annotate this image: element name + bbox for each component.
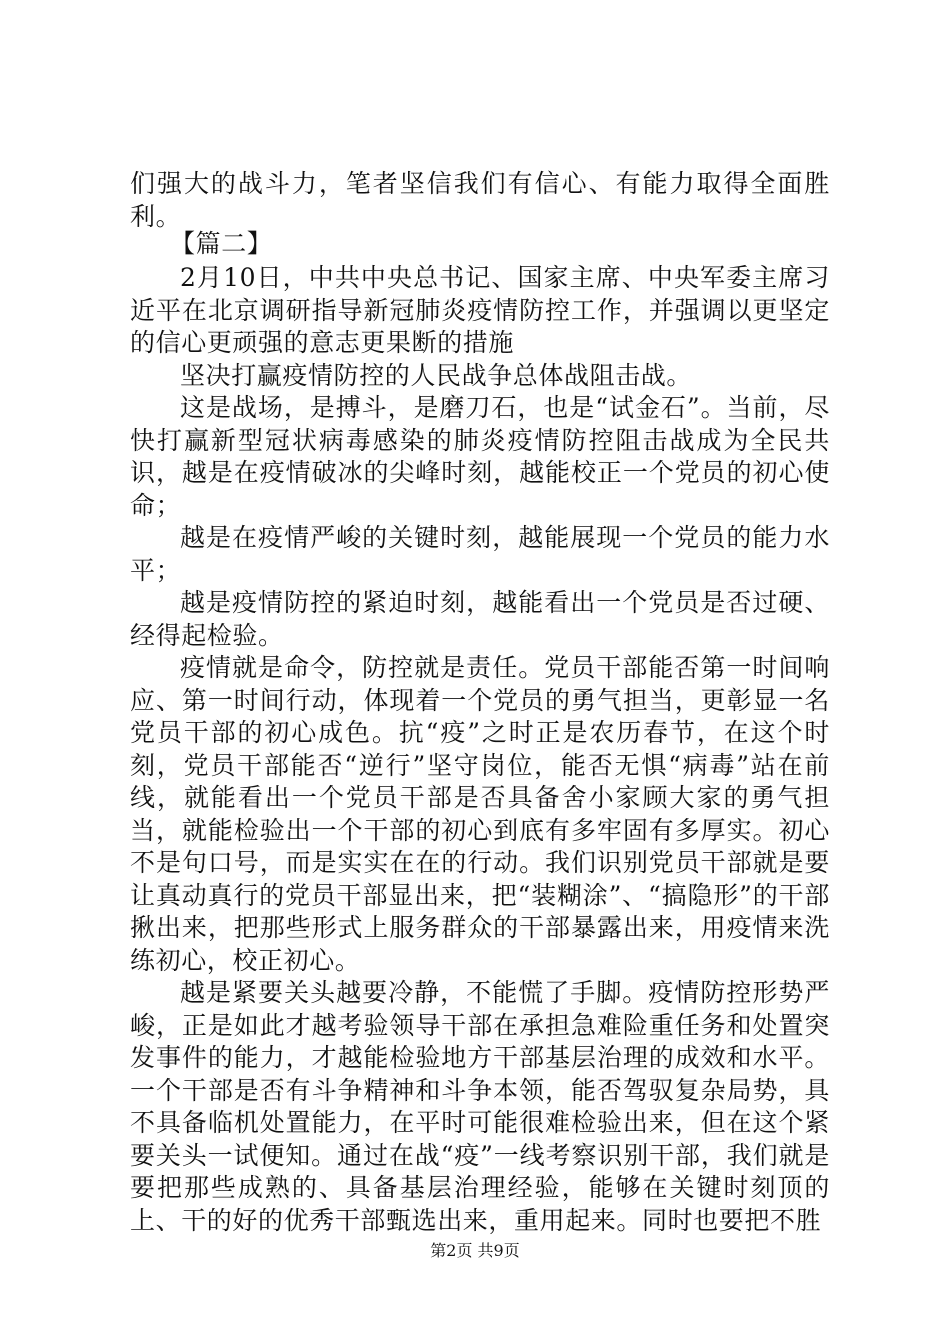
- body-paragraph: 越是紧要关头越要冷静，不能慌了手脚。疫情防控形势严峻，正是如此才越考验领导干部在承担急难险重任务和处置突发事件的能力，才越能检验地方干部基层治理的成效和水平。一个干部是否有斗争精神和斗争本领，能否驾驭复杂局势，具不具备临机处置能力，在平时可能很难检验出来，但在这个紧要关头一试便知。通过在战“疫”一线考察识别干部，我们就是要把那些成熟的、具备基层治理经验，能够在关键时刻顶的上、干的好的优秀干部甄选出来，重用起来。同时也要把不胜: [130, 978, 830, 1235]
- section-heading: 【篇二】: [170, 229, 273, 258]
- continuation-block: [130, 168, 830, 233]
- body-paragraph: 疫情就是命令，防控就是责任。党员干部能否第一时间响应、第一时间行动，体现着一个党员的勇气担当，更彰显一名党员干部的初心成色。抗“疫”之时正是农历春节，在这个时刻，党员干部能否“逆行”坚守岗位，能否无惧“病毒”站在前线，就能看出一个党员干部是否具备舍小家顾大家的勇气担当，就能检验出一个干部的初心到底有多牢固有多厚实。初心不是句口号，而是实实在在的行动。我们识别党员干部就是要让真动真行的党员干部显出来，把“装糊涂”、“搞隐形”的干部揪出来，把那些形式上服务群众的干部暴露出来，用疫情来洗练初心，校正初心。: [130, 653, 830, 975]
- page-footer: 第2页 共9页: [430, 1241, 520, 1260]
- body-paragraph: 这是战场，是搏斗，是磨刀石，也是“试金石”。当前，尽快打赢新型冠状病毒感染的肺炎疫情防控阻击战成为全民共识，越是在疫情破冰的尖峰时刻，越能校正一个党员的初心使命；: [130, 393, 830, 520]
- body-paragraph: 坚决打赢疫情防控的人民战争总体战阻击战。: [180, 360, 693, 390]
- article-body: [130, 262, 830, 1237]
- body-paragraph: 越是疫情防控的紧迫时刻，越能看出一个党员是否过硬、经得起检验。: [130, 588, 830, 650]
- body-paragraph: 2月10日，中共中央总书记、国家主席、中央军委主席习近平在北京调研指导新冠肺炎疫情防控工作，并强调以更坚定的信心更顽强的意志更果断的措施: [130, 263, 830, 357]
- continuation-paragraph: 们强大的战斗力，笔者坚信我们有信心、有能力取得全面胜利。: [130, 169, 830, 231]
- section-heading-block: [130, 228, 830, 261]
- body-paragraph: 越是在疫情严峻的关键时刻，越能展现一个党员的能力水平；: [130, 523, 830, 585]
